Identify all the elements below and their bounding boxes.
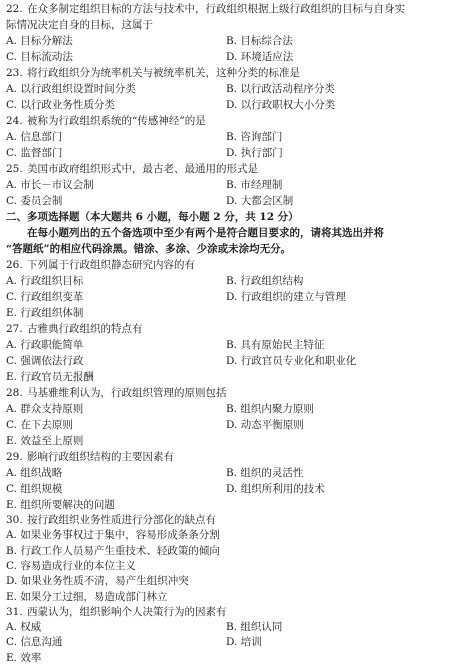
q23-stem-line	[0, 66, 454, 80]
q29-number: 29.	[6, 451, 23, 463]
q25-option-d: D. 大都会区制	[226, 195, 294, 207]
section-2-instructions-line-2	[0, 242, 454, 256]
q27-options-row-2	[0, 354, 454, 368]
q30-option-b-line	[0, 545, 454, 558]
q27-option-a: A. 行政职能简单	[6, 339, 84, 351]
q29-options-row-3	[0, 498, 454, 512]
q25-option-c: C. 委员会制	[6, 195, 63, 207]
q26-option-c: C. 行政组织变革	[6, 291, 84, 303]
q30-option-a: A. 如果业务事权过于集中，容易形成条条分割	[6, 529, 220, 541]
q28-option-a: A. 群众支持原则	[6, 403, 84, 415]
q22-option-d: D. 环境适应法	[226, 51, 294, 63]
q31-option-c: C. 信息沟通	[6, 636, 63, 648]
q31-option-b: B. 组织认同	[226, 621, 283, 633]
q30-option-b: B. 行政工作人员易产生重技术、轻政策的倾向	[6, 545, 220, 557]
q23-options-row-2	[0, 98, 454, 112]
q22-option-a: A. 目标分解法	[6, 35, 73, 47]
q22-stem-cont: 际情况决定自身的目标，这属于	[6, 19, 153, 31]
q27-number: 27.	[6, 323, 23, 335]
q30-option-d: D. 如果业务性质不清，易产生组织冲突	[6, 575, 189, 587]
q23-stem: 将行政组织分为统率机关与被统率机关，这种分类的标准是	[27, 67, 300, 79]
q23-option-d: D. 以行政职权大小分类	[226, 99, 336, 111]
q23-option-b: B. 以行政活动程序分类	[226, 83, 335, 95]
q28-option-c: C. 在下去原则	[6, 419, 73, 431]
q28-number: 28.	[6, 387, 23, 399]
q28-option-e: E. 效益至上原则	[6, 435, 84, 447]
section-2-heading-line	[0, 210, 454, 224]
q27-stem: 古雅典行政组织的特点有	[27, 323, 143, 335]
q28-stem: 马基雅维利认为，行政组织管理的原则包括	[27, 387, 227, 399]
q27-stem-line	[0, 322, 454, 336]
q24-option-d: D. 执行部门	[226, 147, 283, 159]
q25-options-row-1	[0, 178, 454, 192]
q26-stem: 下列属于行政组织静态研究内容的有	[27, 259, 195, 271]
q31-options-row-3	[0, 652, 454, 665]
q28-option-b: B. 组织内聚力原则	[226, 403, 314, 415]
q31-option-a: A. 权威	[6, 621, 42, 633]
q30-stem: 按行政组织业务性质进行分部化的缺点有	[27, 514, 216, 526]
q24-number: 24.	[6, 115, 23, 127]
q31-options-row-2	[0, 636, 454, 649]
q31-options-row-1	[0, 621, 454, 634]
q29-option-a: A. 组织战略	[6, 467, 63, 479]
q22-option-b: B. 目标综合法	[226, 35, 293, 47]
q26-option-d: D. 行政组织的建立与管理	[226, 291, 346, 303]
q27-option-c: C. 强调依法行政	[6, 355, 84, 367]
q25-option-b: B. 市经理制	[226, 179, 283, 191]
q25-option-a: A. 市长－市议会制	[6, 179, 94, 191]
q22-option-c: C. 目标流动法	[6, 51, 73, 63]
q22-number: 22.	[6, 3, 23, 15]
q26-option-e: E. 行政组织体制	[6, 307, 84, 319]
q29-option-e: E. 组织所要解决的问题	[6, 499, 115, 511]
q31-stem: 西蒙认为，组织影响个人决策行为的因素有	[27, 606, 227, 618]
q30-option-e-line	[0, 591, 454, 604]
q29-stem-line	[0, 450, 454, 464]
q24-options-row-2	[0, 146, 454, 160]
q22-stem-line-1	[0, 2, 454, 16]
q26-options-row-3	[0, 306, 454, 320]
section-heading: 二、多项选择题（本大题共 6 小题，每小题 2 分，共 12 分）	[6, 211, 299, 223]
q28-options-row-3	[0, 434, 454, 448]
q28-options-row-1	[0, 402, 454, 416]
q29-options-row-1	[0, 466, 454, 480]
q31-option-d: D. 培训	[226, 636, 262, 648]
q24-option-b: B. 咨询部门	[226, 131, 283, 143]
q29-stem: 影响行政组织结构的主要因素有	[27, 451, 174, 463]
q22-stem: 在众多制定组织目标的方法与技术中，行政组织根据上级行政组织的目标与自身实	[27, 3, 405, 15]
q28-option-d: D. 动态平衡原则	[226, 419, 304, 431]
section-instructions-cont: “答题纸”的相应代码涂黑。错涂、多涂、少涂或未涂均无分。	[6, 243, 292, 255]
q27-options-row-3	[0, 370, 454, 384]
q26-options-row-2	[0, 290, 454, 304]
q27-option-d: D. 行政官员专业化和职业化	[226, 355, 357, 367]
q23-number: 23.	[6, 67, 23, 79]
q24-stem-line	[0, 114, 454, 128]
q30-option-c-line	[0, 560, 454, 573]
q26-number: 26.	[6, 259, 23, 271]
q25-options-row-2	[0, 194, 454, 208]
q30-stem-line	[0, 514, 454, 527]
q26-stem-line	[0, 258, 454, 272]
q23-option-c: C. 以行政业务性质分类	[6, 99, 115, 111]
q27-option-e: E. 行政官员无报酬	[6, 371, 94, 383]
q29-option-c: C. 组织规模	[6, 483, 63, 495]
q30-option-d-line	[0, 575, 454, 588]
q31-option-e: E. 效率	[6, 652, 42, 664]
q25-stem: 美国市政府组织形式中，最古老、最通用的形式是	[27, 163, 258, 175]
q30-option-a-line	[0, 529, 454, 542]
q22-options-row-1	[0, 34, 454, 48]
q24-option-c: C. 监督部门	[6, 147, 63, 159]
q24-stem: 被称为行政组织系统的“传感神经”的是	[27, 115, 206, 127]
q31-number: 31.	[6, 606, 23, 618]
q24-option-a: A. 信息部门	[6, 131, 63, 143]
q30-number: 30.	[6, 514, 23, 526]
q29-options-row-2	[0, 482, 454, 496]
q26-option-a: A. 行政组织目标	[6, 275, 84, 287]
q31-stem-line	[0, 606, 454, 619]
q28-options-row-2	[0, 418, 454, 432]
q23-option-a: A. 以行政组织设置时间分类	[6, 83, 136, 95]
q29-option-d: D. 组织所利用的技术	[226, 483, 325, 495]
q27-option-b: B. 具有原始民主特征	[226, 339, 325, 351]
q27-options-row-1	[0, 338, 454, 352]
section-instructions: 在每小题列出的五个备选项中至少有两个是符合题目要求的，请将其选出并将	[27, 227, 384, 239]
q23-options-row-1	[0, 82, 454, 96]
q30-option-c: C. 容易造成行业的本位主义	[6, 560, 136, 572]
q22-options-row-2	[0, 50, 454, 64]
q29-option-b: B. 组织的灵活性	[226, 467, 304, 479]
q25-stem-line	[0, 162, 454, 176]
q26-option-b: B. 行政组织结构	[226, 275, 304, 287]
q30-option-e: E. 如果分工过细，易造成部门林立	[6, 591, 168, 603]
q26-options-row-1	[0, 274, 454, 288]
q25-number: 25.	[6, 163, 23, 175]
q22-stem-line-2	[0, 18, 454, 32]
section-2-instructions-line-1	[0, 226, 454, 240]
q24-options-row-1	[0, 130, 454, 144]
q28-stem-line	[0, 386, 454, 400]
